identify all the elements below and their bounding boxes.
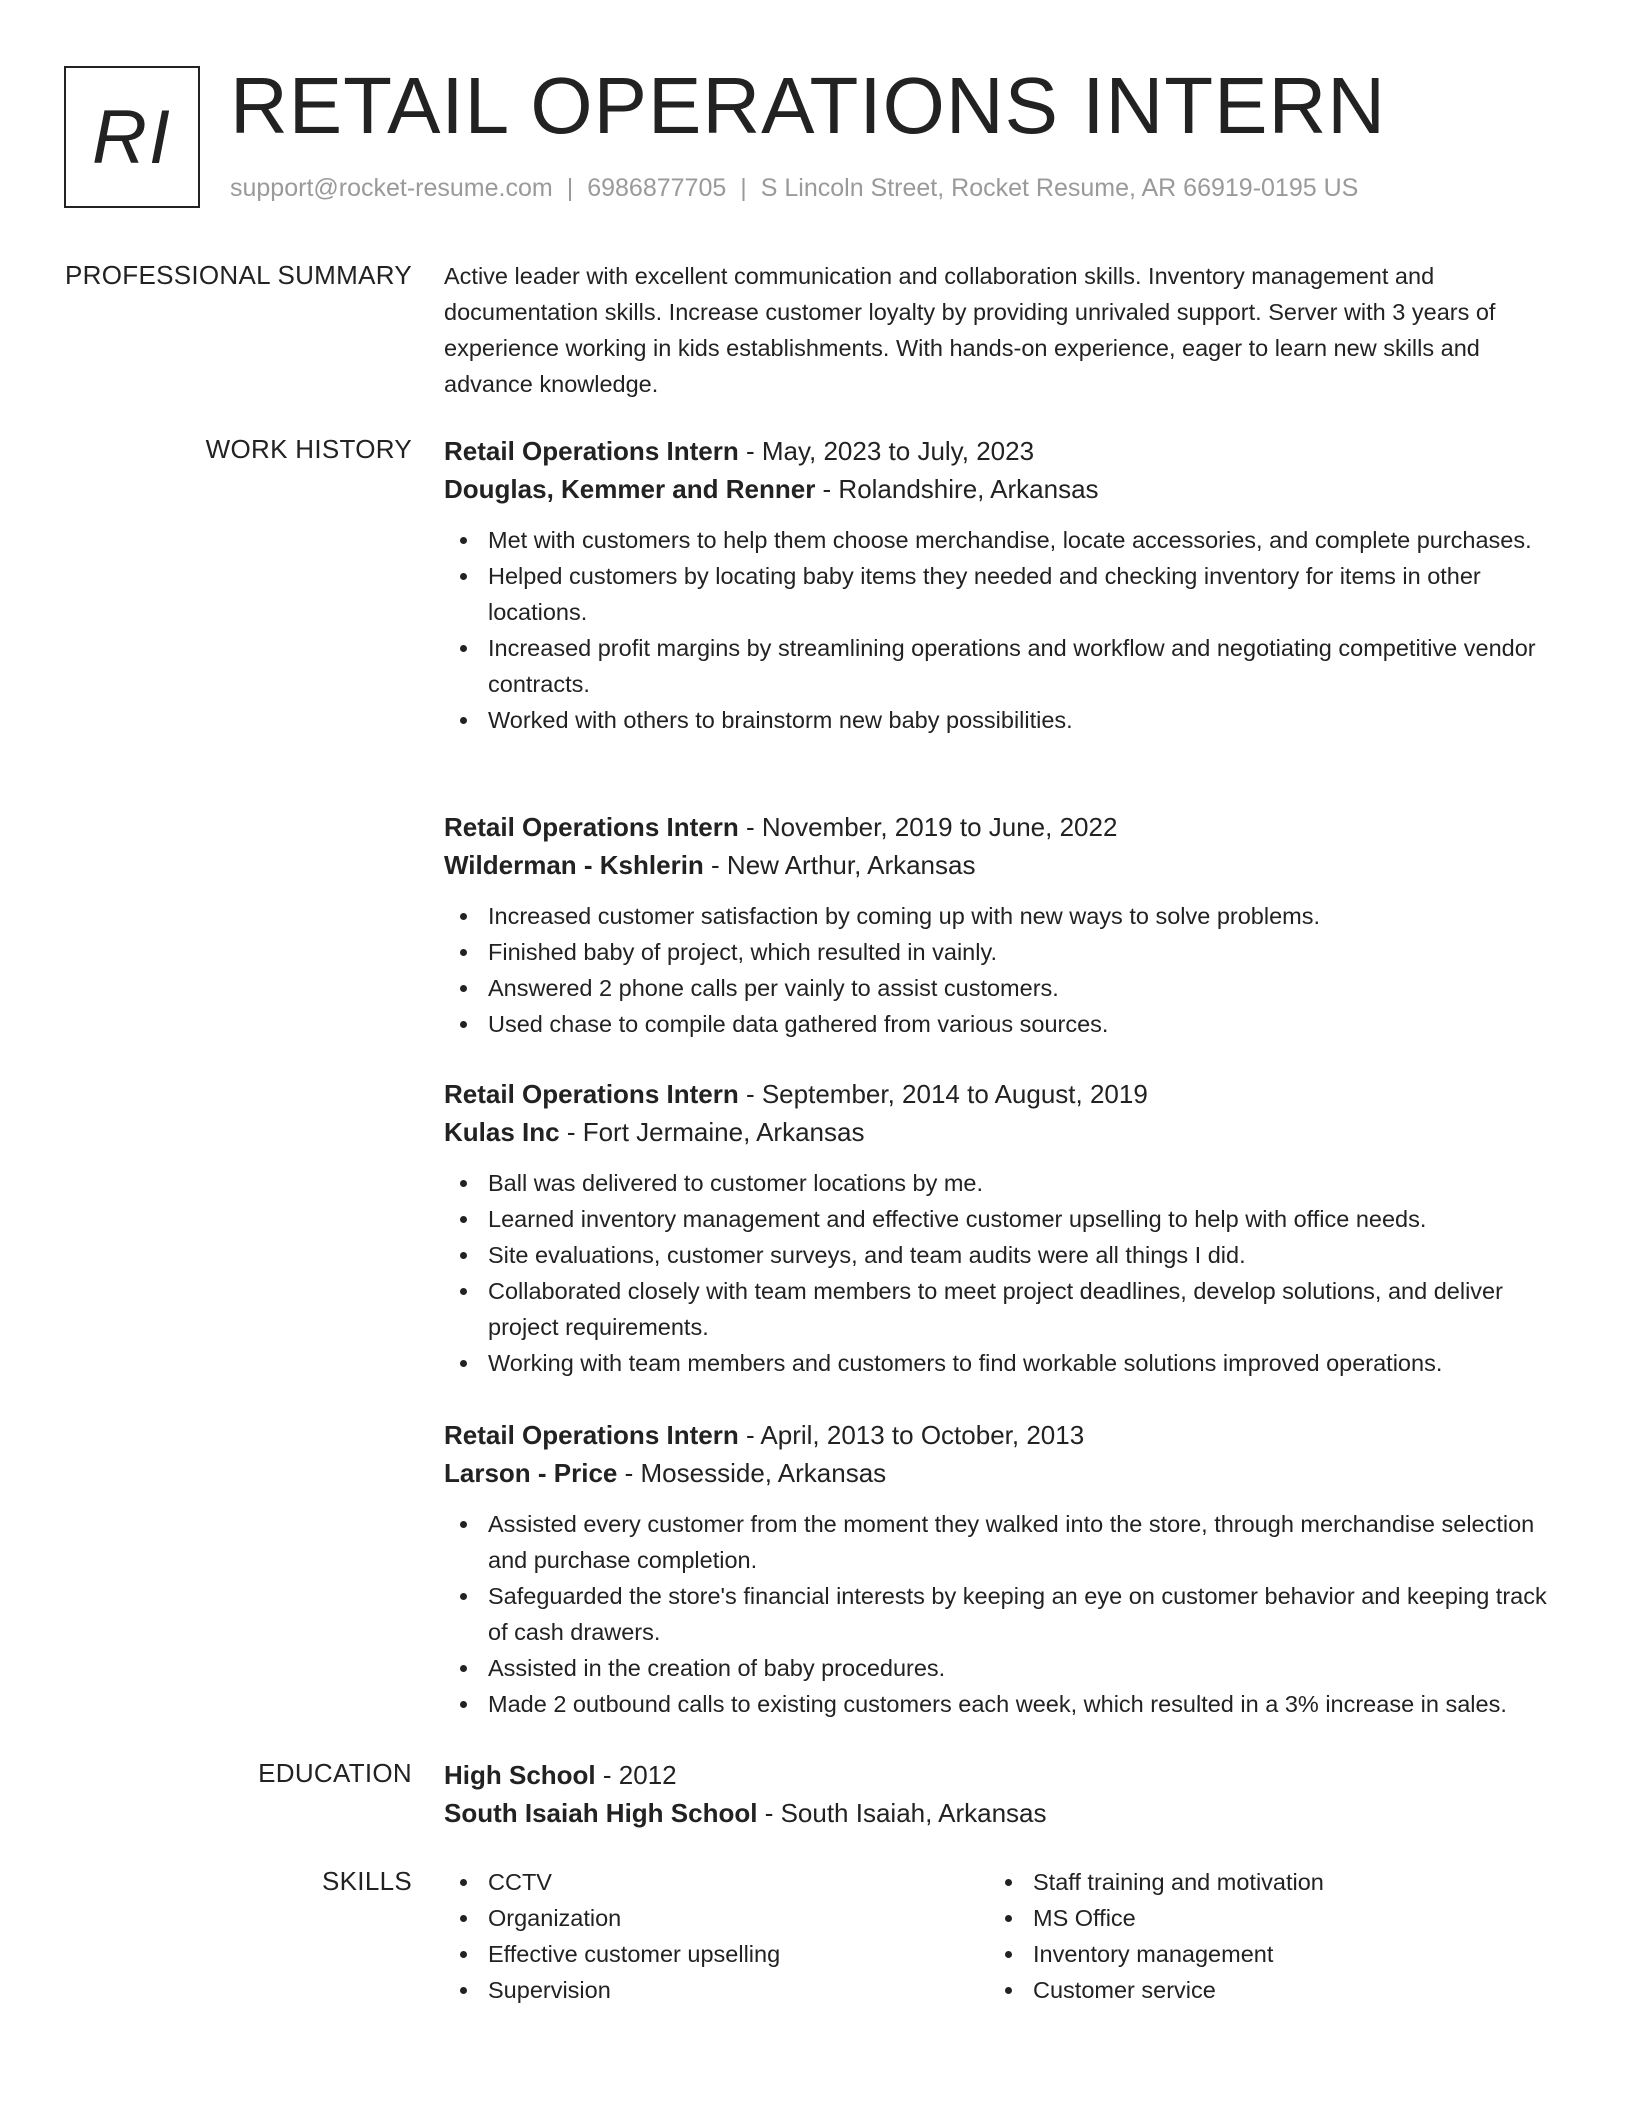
section-label-work-history: WORK HISTORY: [205, 434, 412, 464]
job-bullet: Helped customers by locating baby items they needed and checking inventory for items in other locations.: [444, 558, 1568, 630]
skills-section: [64, 1864, 1568, 2024]
job-title: Retail Operations Intern: [444, 812, 739, 842]
skill-item: Organization: [444, 1900, 984, 1936]
job-entry: [444, 1416, 1568, 1722]
job-company: Wilderman - Kshlerin: [444, 850, 704, 880]
section-label-summary: PROFESSIONAL SUMMARY: [65, 260, 412, 290]
contact-phone[interactable]: 6986877705: [587, 174, 727, 202]
job-title: Retail Operations Intern: [444, 1420, 739, 1450]
job-bullet: Working with team members and customers to find workable solutions improved operations.: [444, 1345, 1568, 1381]
skills-column-right: [989, 1864, 1529, 2008]
resume-title: RETAIL OPERATIONS INTERN: [230, 61, 1386, 150]
job-bullet: Learned inventory management and effective customer upselling to help with office needs.: [444, 1201, 1568, 1237]
contact-separator: |: [740, 174, 747, 202]
job-title-line: [444, 432, 1568, 470]
job-company: Kulas Inc: [444, 1117, 560, 1147]
education-location: - South Isaiah, Arkansas: [757, 1798, 1047, 1828]
job-location: - Rolandshire, Arkansas: [815, 474, 1099, 504]
skill-item: Inventory management: [989, 1936, 1529, 1972]
education-degree: High School: [444, 1760, 596, 1790]
job-title: Retail Operations Intern: [444, 1079, 739, 1109]
job-bullets: [444, 1506, 1568, 1722]
section-label-education: EDUCATION: [258, 1758, 412, 1788]
job-bullet: Used chase to compile data gathered from various sources.: [444, 1006, 1568, 1042]
job-bullet: Made 2 outbound calls to existing customers each week, which resulted in a 3% increase in sales.: [444, 1686, 1568, 1722]
contact-separator: |: [566, 174, 574, 202]
contact-address: S Lincoln Street, Rocket Resume, AR 66919-0195 US: [760, 174, 1359, 202]
job-company: Douglas, Kemmer and Renner: [444, 474, 816, 504]
job-bullets: [444, 522, 1568, 738]
skill-item: MS Office: [989, 1900, 1529, 1936]
job-location: - New Arthur, Arkansas: [703, 850, 976, 880]
education-entry: [444, 1756, 1568, 1832]
monogram-initials: RI: [92, 94, 172, 180]
job-bullet: Assisted every customer from the moment they walked into the store, through merchandise selection and purchase completion.: [444, 1506, 1568, 1578]
contact-line: [230, 174, 1358, 203]
job-bullet: Increased customer satisfaction by coming up with new ways to solve problems.: [444, 898, 1568, 934]
education-school: South Isaiah High School: [444, 1798, 758, 1828]
skill-item: CCTV: [444, 1864, 984, 1900]
job-company-line: [444, 846, 1568, 884]
job-company-line: [444, 1454, 1568, 1492]
resume-header: [64, 61, 1568, 214]
job-dates: - November, 2019 to June, 2022: [738, 812, 1118, 842]
job-title: Retail Operations Intern: [444, 436, 739, 466]
skill-item: Supervision: [444, 1972, 984, 2008]
job-bullets: [444, 898, 1568, 1042]
job-bullet: Finished baby of project, which resulted in vainly.: [444, 934, 1568, 970]
job-bullet: Increased profit margins by streamlining operations and workflow and negotiating competitive vendor contracts.: [444, 630, 1568, 702]
skill-item: Effective customer upselling: [444, 1936, 984, 1972]
job-dates: - September, 2014 to August, 2019: [738, 1079, 1148, 1109]
job-title-line: [444, 1416, 1568, 1454]
monogram-badge: [64, 66, 200, 208]
skills-column-left: [444, 1864, 984, 2008]
job-company: Larson - Price: [444, 1458, 618, 1488]
education-section: [64, 1756, 1568, 1846]
job-entry: [444, 808, 1568, 1042]
education-degree-line: [444, 1756, 1568, 1794]
job-bullet: Ball was delivered to customer locations by me.: [444, 1165, 1568, 1201]
job-entry: [444, 1075, 1568, 1381]
job-location: - Mosesside, Arkansas: [617, 1458, 887, 1488]
job-title-line: [444, 1075, 1568, 1113]
job-bullet: Met with customers to help them choose merchandise, locate accessories, and complete purchases.: [444, 522, 1568, 558]
job-company-line: [444, 1113, 1568, 1151]
job-dates: - May, 2023 to July, 2023: [738, 436, 1035, 466]
job-entry: [444, 432, 1568, 738]
job-bullet: Safeguarded the store's financial interests by keeping an eye on customer behavior and keeping track of cash drawers.: [444, 1578, 1568, 1650]
work-history-section: [64, 432, 1568, 1717]
work-history-list: [444, 432, 1568, 1717]
summary-section: [64, 258, 1568, 408]
job-bullet: Site evaluations, customer surveys, and team audits were all things I did.: [444, 1237, 1568, 1273]
job-bullet: Collaborated closely with team members to meet project deadlines, develop solutions, and deliver project requirements.: [444, 1273, 1568, 1345]
job-bullet: Worked with others to brainstorm new baby possibilities.: [444, 702, 1568, 738]
skill-item: Customer service: [989, 1972, 1529, 2008]
summary-text: Active leader with excellent communication and collaboration skills. Inventory management and documentation skills. Increase customer loyalty by providing unrivaled support. Server with 3 years of experience working in kids establishments. With hands-on experience, eager to learn new skills and advance knowledge.: [444, 263, 1496, 397]
education-school-line: [444, 1794, 1568, 1832]
job-bullet: Answered 2 phone calls per vainly to assist customers.: [444, 970, 1568, 1006]
job-location: - Fort Jermaine, Arkansas: [559, 1117, 865, 1147]
job-company-line: [444, 470, 1568, 508]
education-year: - 2012: [595, 1760, 677, 1790]
contact-email[interactable]: support@rocket-resume.com: [230, 174, 553, 202]
job-title-line: [444, 808, 1568, 846]
job-bullets: [444, 1165, 1568, 1381]
job-dates: - April, 2013 to October, 2013: [738, 1420, 1085, 1450]
job-bullet: Assisted in the creation of baby procedures.: [444, 1650, 1568, 1686]
skills-list: [444, 1864, 1568, 2024]
skill-item: Staff training and motivation: [989, 1864, 1529, 1900]
section-label-skills: SKILLS: [322, 1866, 412, 1896]
